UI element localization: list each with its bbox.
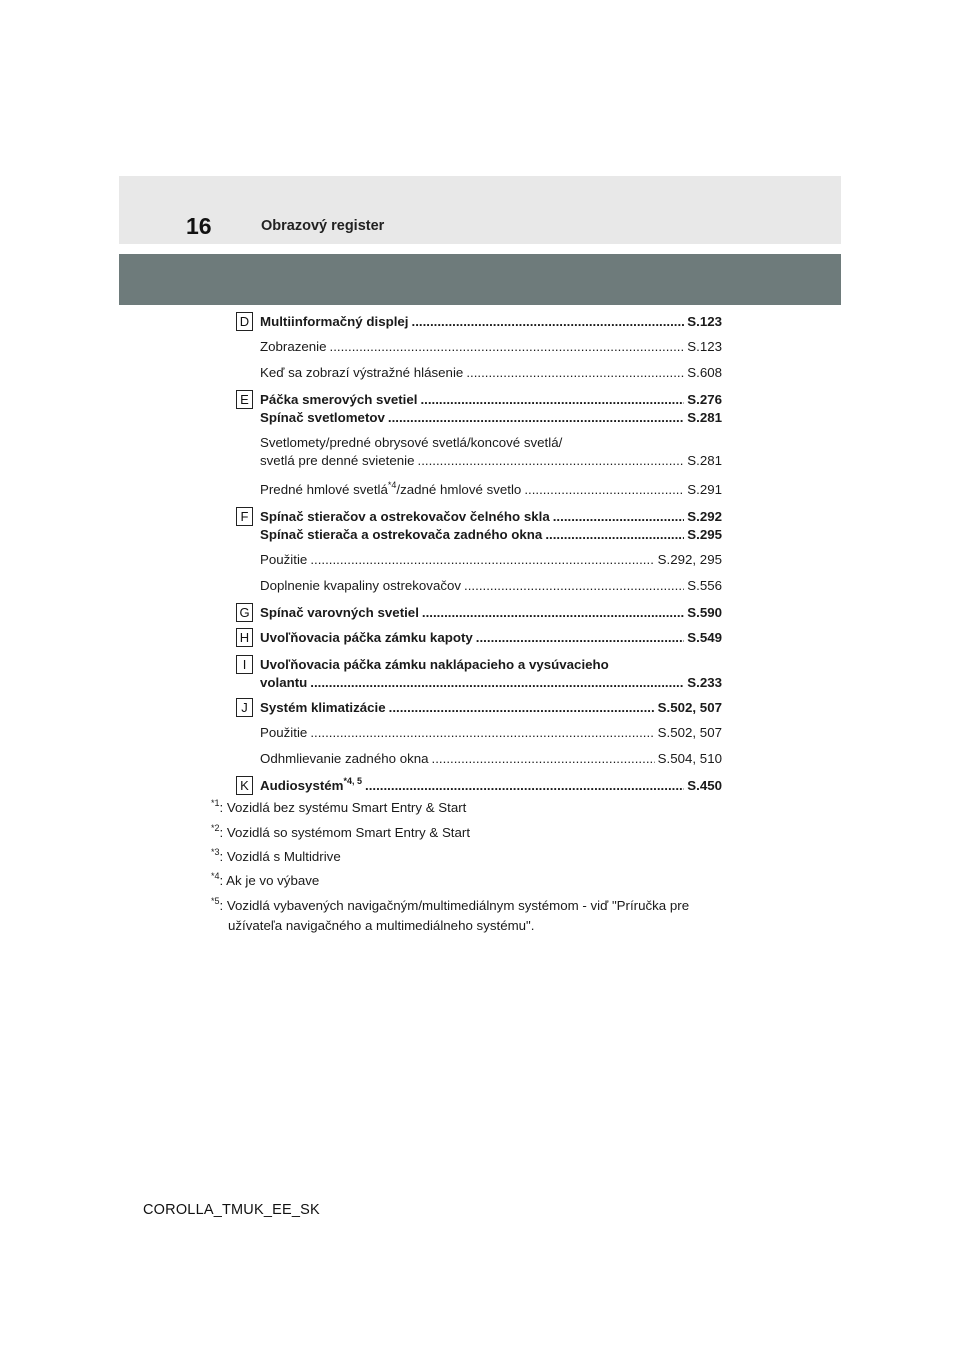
index-subentry: Použitie ..... S.292, 295 [260,550,722,570]
index-entry: Systém klimatizácie ..... S.502, 507 [260,698,722,718]
index-entry: Spínač stieračov a ostrekovačov čelného skla ..... S.292 [260,507,722,527]
index-entry: Uvoľňovacia páčka zámku kapoty ..... S.549 [260,628,722,648]
index-letter-f: F [236,507,253,526]
header-dark-band [119,254,841,305]
index-subentry: Zobrazenie ..... S.123 [260,337,722,357]
index-entry: Spínač svetlometov ..... S.281 [260,408,722,428]
index-subentry: Odhmlievanie zadného okna ..... S.504, 510 [260,749,722,769]
index-entry: Spínač varovných svetiel ..... S.590 [260,603,722,623]
index-letter-h: H [236,628,253,647]
index-subentry: Keď sa zobrazí výstražné hlásenie ..... S.608 [260,363,722,383]
index-subentry: Svetlomety/predné obrysové svetlá/koncové svetlá/ svetlá pre denné svietenie ..... S.281 [260,433,722,471]
index-entry: Multiinformačný displej ..... S.123 [260,312,722,332]
page-number: 16 [186,213,212,239]
footnote: $^{*4}$: Ak je vo výbave [211,871,320,888]
section-title: Obrazový register [261,218,385,234]
index-entry: Audiosystém$^{*4, 5}$ ..... S.450 [260,776,722,796]
document-code: COROLLA_TMUK_EE_SK [143,1202,320,1218]
index-letter-d: D [236,312,253,331]
footnote: $^{*1}$: Vozidlá bez systému Smart Entry & Start [211,798,467,815]
index-entry: Páčka smerových svetiel ..... S.276 [260,390,722,410]
index-entry: Uvoľňovacia páčka zámku naklápacieho a vysúvacieho volantu ..... S.233 [260,655,722,693]
index-subentry: Doplnenie kvapaliny ostrekovačov ..... S.556 [260,576,722,596]
index-letter-g: G [236,603,253,622]
index-letter-e: E [236,390,253,409]
index-letter-j: J [236,698,253,717]
index-entry: Spínač stierača a ostrekovača zadného okna ..... S.295 [260,525,722,545]
index-letter-i: I [236,655,253,674]
index-subentry: Použitie ..... S.502, 507 [260,723,722,743]
header-band [119,176,841,244]
footnote: $^{*5}$: Vozidlá vybavených navigačným/multimediálnym systémom - viď "Príručka pre užívateľa navigačného a multimediálneho systému". [211,896,690,933]
footnote: $^{*2}$: Vozidlá so systémom Smart Entry & Start [211,823,471,840]
index-subentry: Predné hmlové svetlá$^{*4}$/zadné hmlové svetlo ..... S.291 [260,480,722,500]
index-letter-k: K [236,776,253,795]
footnote: $^{*3}$: Vozidlá s Multidrive [211,847,341,864]
